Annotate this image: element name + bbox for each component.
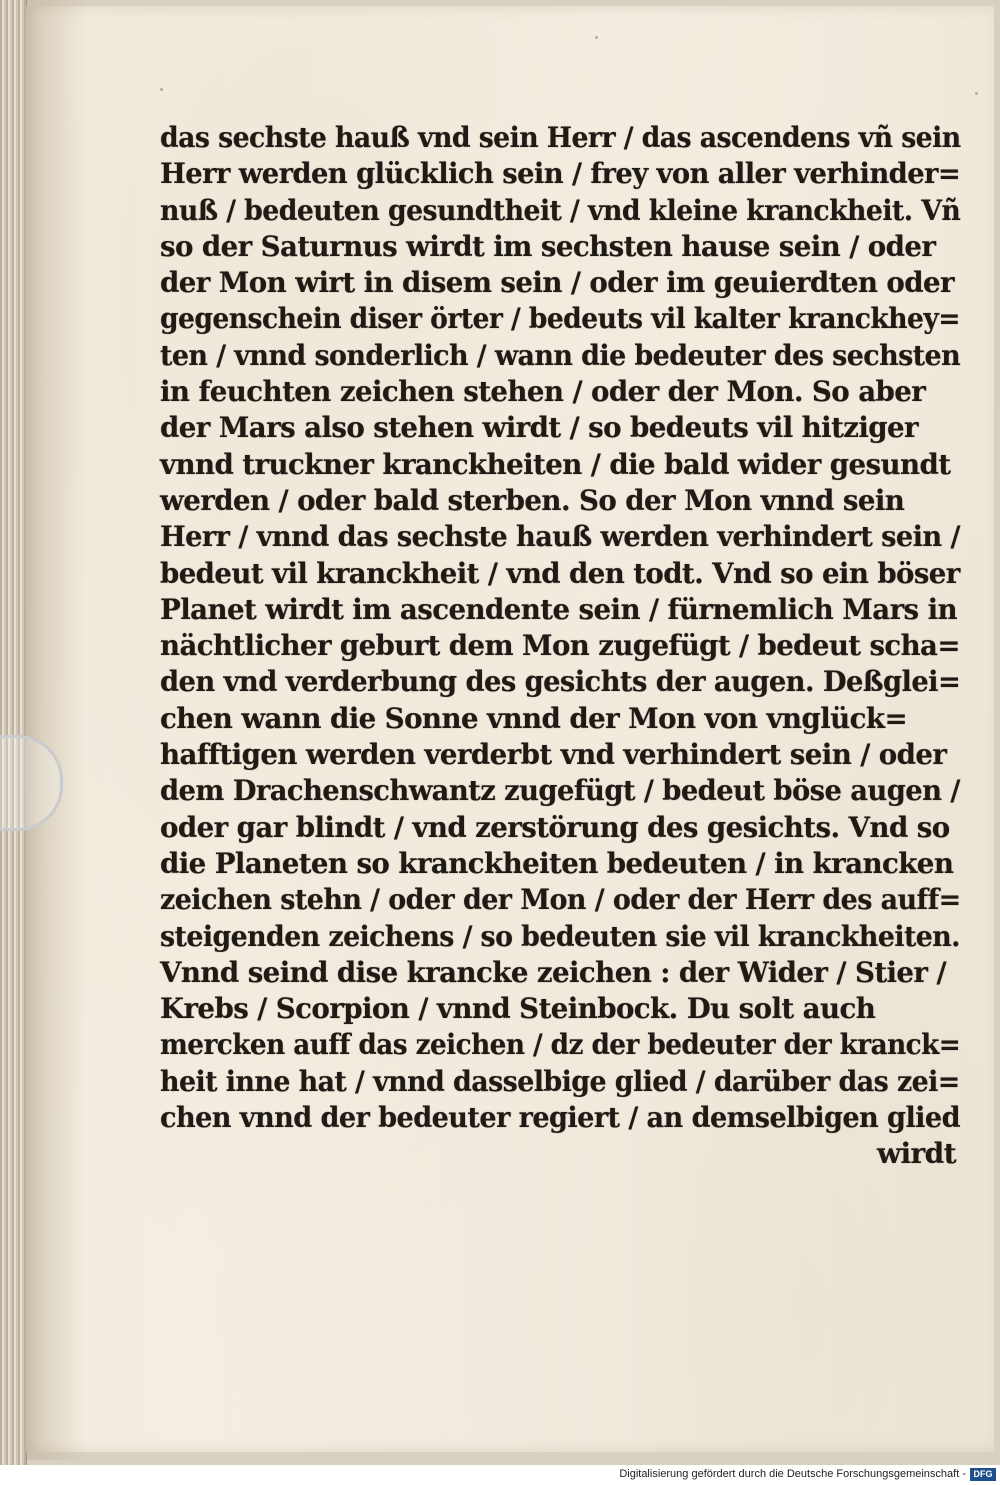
text-line: oder gar blindt / vnd zerstörung des gesichts. Vnd so <box>160 810 950 844</box>
text-line: der Mon wirt in disem sein / oder im geuierdten oder <box>160 266 954 300</box>
catchword: wirdt <box>876 1137 956 1171</box>
text-line: gegenschein diser örter / bedeuts vil kalter kranckhey= <box>160 302 961 336</box>
text-line: zeichen stehn / oder der Mon / oder der Herr des auff= <box>160 883 961 917</box>
paper-speck <box>160 88 163 91</box>
text-line: der Mars also stehen wirdt / so bedeuts vil hitziger <box>160 411 919 445</box>
paper-speck <box>595 36 598 39</box>
digitization-footer <box>0 1465 1000 1485</box>
text-line: chen wann die Sonne vnnd der Mon von vnglück= <box>160 701 908 735</box>
book-page-edges <box>0 0 27 1465</box>
text-line: das sechste hauß vnd sein Herr / das ascendens vñ sein <box>160 121 961 154</box>
gutter-shadow <box>26 0 86 1460</box>
text-line: so der Saturnus wirdt im sechsten hause sein / oder <box>160 229 936 263</box>
text-line: nuß / bedeuten gesundtheit / vnd kleine kranckheit. Vñ <box>160 193 961 227</box>
text-line: ten / vnnd sonderlich / wann die bedeuter des sechsten <box>160 338 961 372</box>
text-line: vnnd truckner kranckheiten / die bald wider gesundt <box>160 447 951 481</box>
funding-credit: Digitalisierung gefördert durch die Deutsche Forschungsgemeinschaft - <box>619 1468 966 1480</box>
dfg-logo: DFG <box>970 1468 996 1481</box>
text-line: mercken auff das zeichen / dz der bedeuter der kranck= <box>160 1028 961 1062</box>
printed-text-block <box>160 120 970 1173</box>
text-line: den vnd verderbung des gesichts der augen. Deßglei= <box>160 665 961 699</box>
text-line: Vnnd seind dise krancke zeichen : der Wider / Stier / <box>160 955 946 989</box>
text-line: heit inne hat / vnnd dasselbige glied / darüber das zei= <box>160 1064 960 1098</box>
text-line: bedeut vil kranckheit / vnd den todt. Vnd so ein böser <box>160 556 960 590</box>
text-line: Herr werden glücklich sein / frey von aller verhinder= <box>160 157 961 191</box>
text-line: nächtlicher geburt dem Mon zugefügt / bedeut scha= <box>160 629 960 663</box>
text-line: die Planeten so kranckheiten bedeuten / in krancken <box>160 846 954 880</box>
text-line: Herr / vnnd das sechste hauß werden verhindert sein / <box>160 520 960 554</box>
text-line: Planet wirdt im ascendente sein / fürnemlich Mars in <box>160 592 958 626</box>
text-line: in feuchten zeichen stehen / oder der Mon. So aber <box>160 375 926 409</box>
text-line: hafftigen werden verderbt vnd verhindert sein / oder <box>160 738 947 772</box>
text-line: dem Drachenschwantz zugefügt / bedeut böse augen / <box>160 774 960 808</box>
text-line: steigenden zeichens / so bedeuten sie vil kranckheiten. <box>160 919 960 953</box>
text-line: chen vnnd der bedeuter regiert / an demselbigen glied <box>160 1101 960 1135</box>
paper-speck <box>975 92 978 95</box>
text-line: Krebs / Scorpion / vnnd Steinbock. Du solt auch <box>160 992 876 1026</box>
text-line: werden / oder bald sterben. So der Mon vnnd sein <box>160 483 905 517</box>
